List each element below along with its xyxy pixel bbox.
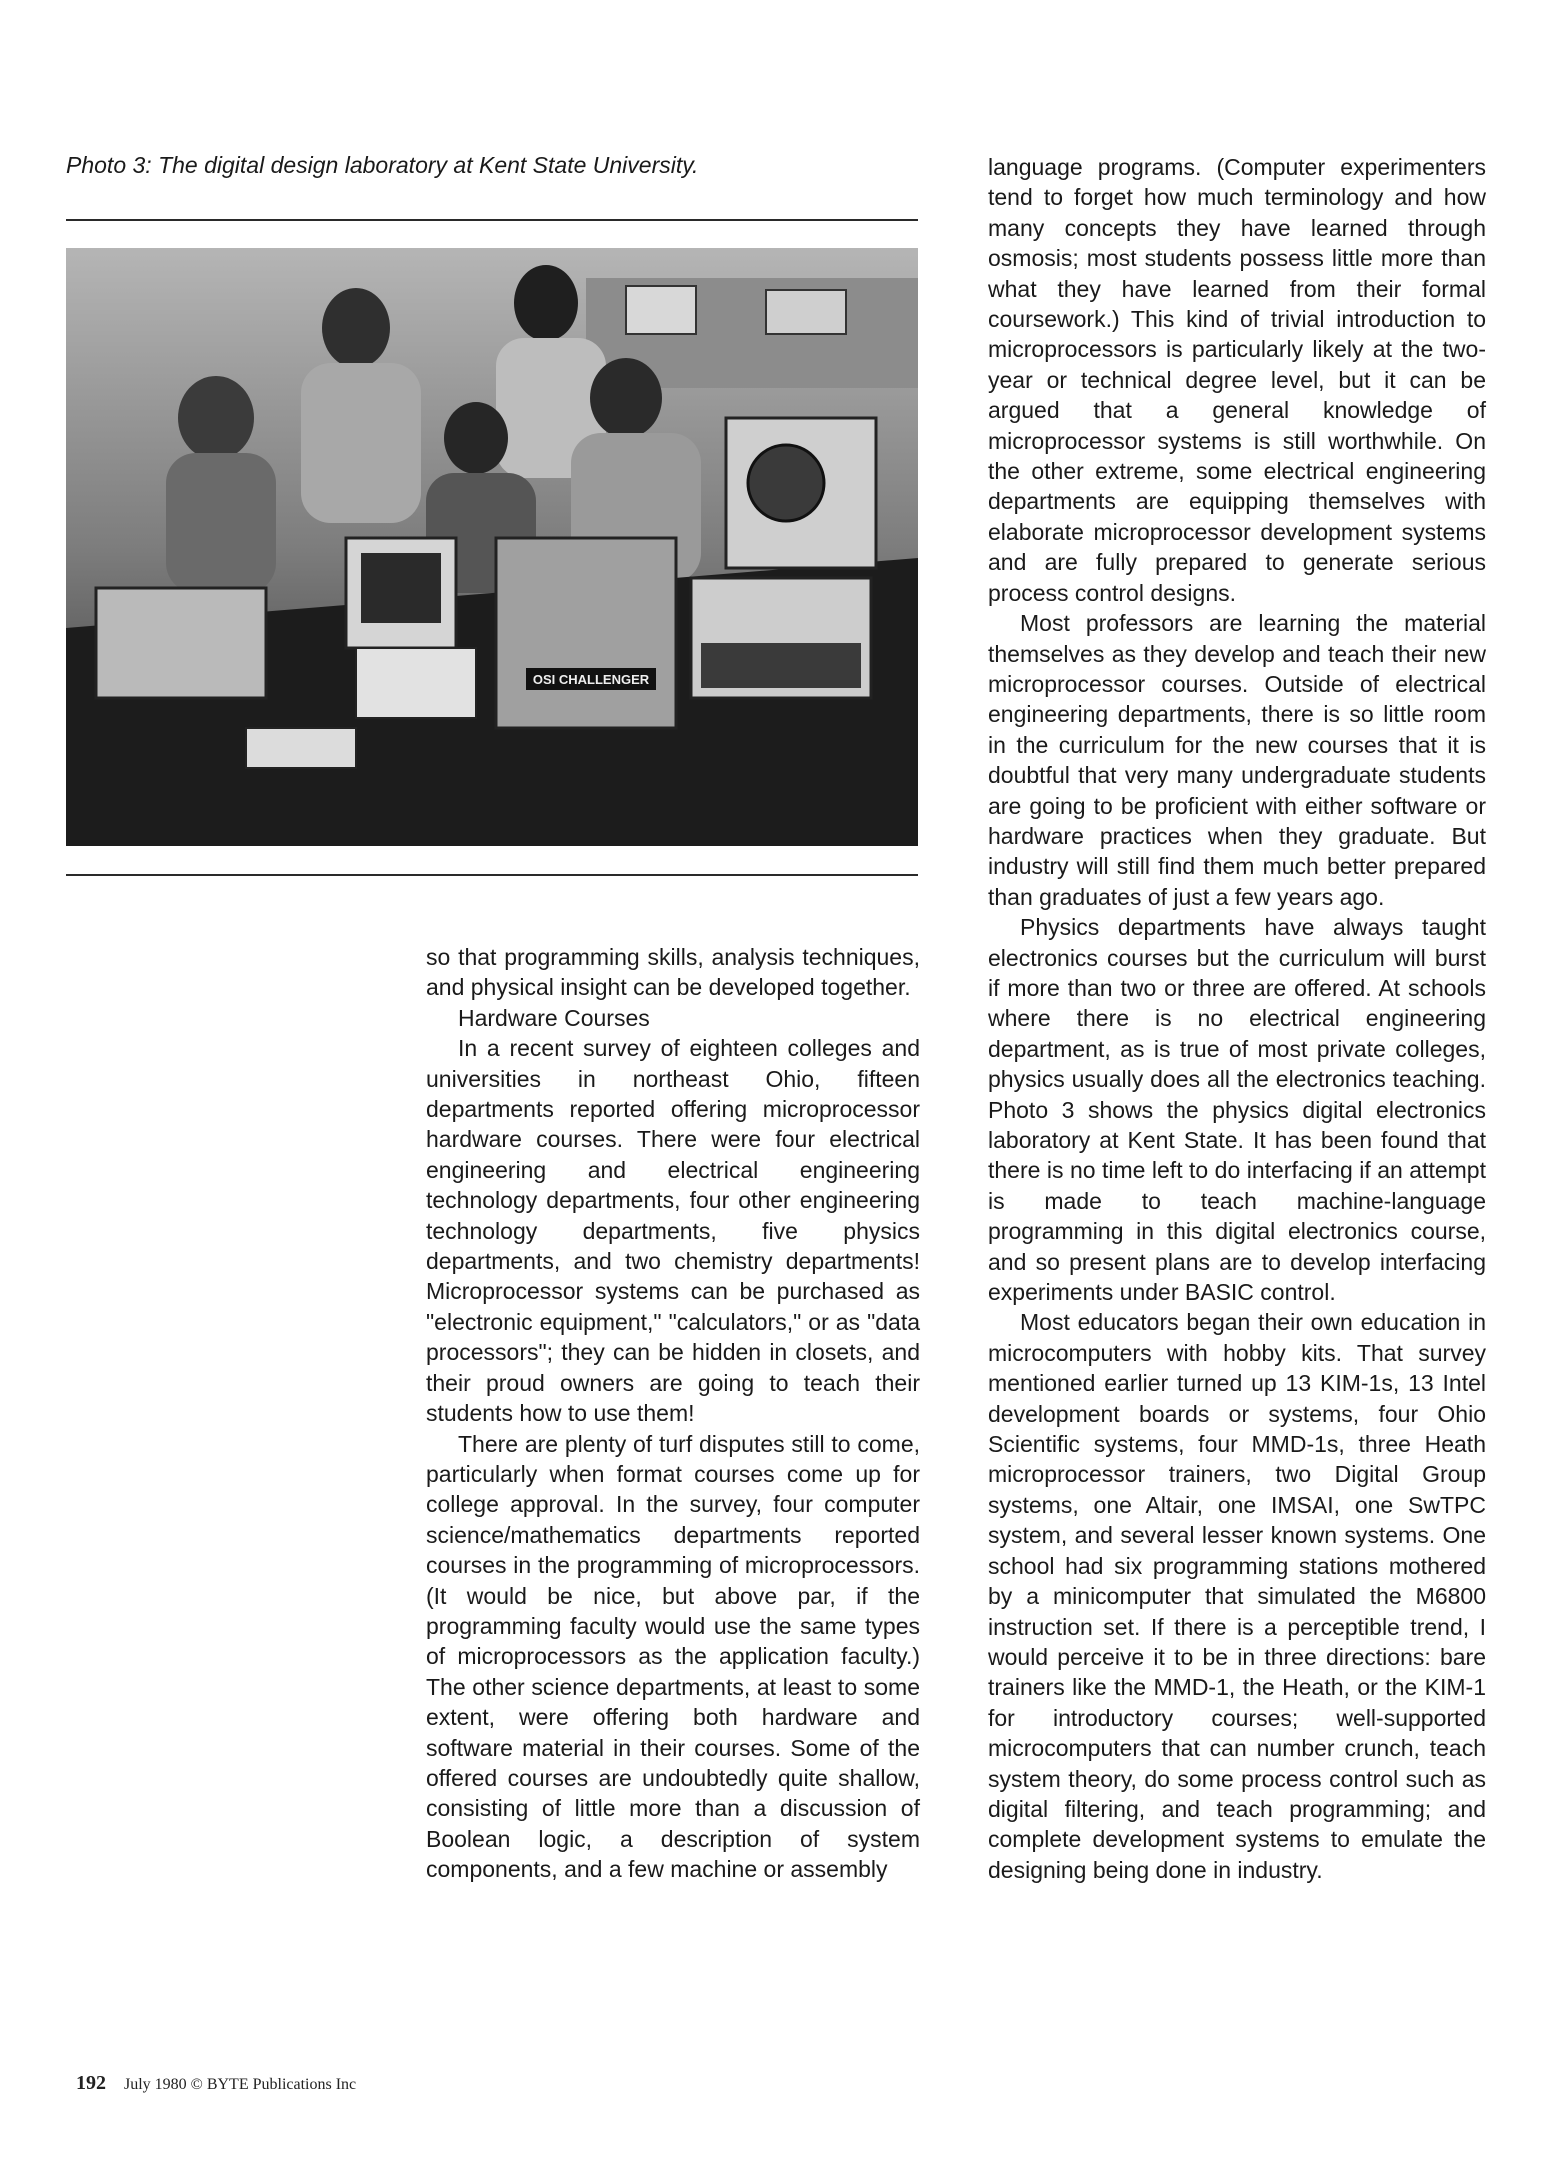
monitor-screen (361, 553, 441, 623)
body-paragraph: language programs. (Computer experimenters tend to forget how much terminology and how many concepts they have learned through osmosis; most students possess little more than what they have learned from their formal coursework.) This kind of trivial introduction to microprocessors is particularly likely at the two-year or technical degree level, but it can be argued that a general knowledge of microprocessor systems is still worthwhile. On the other extreme, some electrical engineering departments are equipping themselves with elaborate microprocessor development systems and are fully prepared to generate serious process control designs. (988, 154, 1486, 606)
right-column (988, 152, 1486, 1885)
shelf-instrument-1 (626, 286, 696, 334)
page-footer (76, 2072, 356, 2095)
student-body-1 (166, 453, 276, 593)
body-paragraph: There are plenty of turf disputes still to come, particularly when format courses come up for college approval. In the survey, four computer science/mathematics departments reported courses in the programming of microprocessors. (It would be nice, but above par, if the programming faculty would use the same types of microprocessors as the application faculty.) The other science departments, at least to some extent, were offering both hardware and software material in their courses. Some of the offered courses are undoubtedly quite shallow, consisting of little more than a discussion of Boolean logic, a description of system components, and a few machine or assembly (426, 1430, 920, 1883)
body-paragraph: Most educators began their own education in microcomputers with hobby kits. That survey mentioned earlier turned up 13 KIM-1s, 13 Intel development boards or systems, four Ohio Scientific systems, four MMD-1s, three Heath microprocessor trainers, two Digital Group systems, one Altair, one IMSAI, one SwTPC system, and several lesser known systems. One school had six programming stations mothered by a minicomputer that simulated the M6800 instruction set. If there is a perceptible trend, I would perceive it to be in three directions: bare trainers like the MMD-1, the Heath, or the KIM-1 for introductory courses; well-supported microcomputers that can number crunch, teach system theory, do some process control such as digital filtering, and teach programming; and complete development systems to emulate the designing being done in industry. (988, 1309, 1486, 1883)
caption-rule-bottom (66, 874, 918, 876)
student-head-5 (590, 358, 662, 438)
section-heading: Hardware Courses (458, 1004, 650, 1031)
student-head-1 (178, 376, 254, 460)
keyboard (246, 728, 356, 768)
power-supply (96, 588, 266, 698)
trainer-board (356, 648, 476, 718)
body-paragraph: Most professors are learning the material themselves as they develop and teach their new microprocessor courses. Outside of electrical engineering departments, there is so little room in the curriculum for the new courses that it is doubtful that very many undergraduate students are going to be proficient with either software or hardware practices when they graduate. But industry will still find them much better prepared than graduates of just a few years ago. (988, 610, 1486, 910)
intro-paragraph: so that programming skills, analysis techniques, and physical insight can be developed together. (426, 944, 920, 1001)
shelf-instrument-2 (766, 290, 846, 334)
lab-photo (66, 248, 918, 846)
altair-front-panel (701, 643, 861, 688)
osi-cabinet (496, 538, 676, 728)
student-body-2 (301, 363, 421, 523)
page-number: 192 (76, 2072, 106, 2094)
student-head-3 (514, 265, 578, 341)
middle-column (426, 942, 920, 1885)
body-paragraph: In a recent survey of eighteen colleges and universities in northeast Ohio, fifteen departments reported offering microprocessor hardware courses. There were four electrical engineering and electrical engineering technology departments, four other engineering technology departments, five physics departments, and two chemistry departments! Microprocessor systems can be purchased as "electronic equipment," "calculators," or as "data processors"; they can be hidden in closets, and their proud owners are going to teach their students how to use them! (426, 1035, 920, 1427)
photo-caption: Photo 3: The digital design laboratory at Kent State University. (66, 152, 699, 178)
oscilloscope-screen (748, 445, 824, 521)
osi-label-text: OSI CHALLENGER (532, 672, 650, 687)
student-head-4 (444, 402, 508, 474)
publication-credit: July 1980 © BYTE Publications Inc (124, 2076, 357, 2093)
caption-rule-top (66, 219, 918, 221)
student-head-2 (322, 288, 390, 368)
body-paragraph: Physics departments have always taught electronics courses but the curriculum will burst if more than two or three are offered. At schools where there is no electrical engineering department, as is true of most private colleges, physics usually does all the electronics teaching. Photo 3 shows the physics digital electronics laboratory at Kent State. It has been found that there is no time left to do interfacing if an attempt is made to teach machine-language programming in this digital electronics course, and so present plans are to develop interfacing experiments under BASIC control. (988, 914, 1486, 1306)
